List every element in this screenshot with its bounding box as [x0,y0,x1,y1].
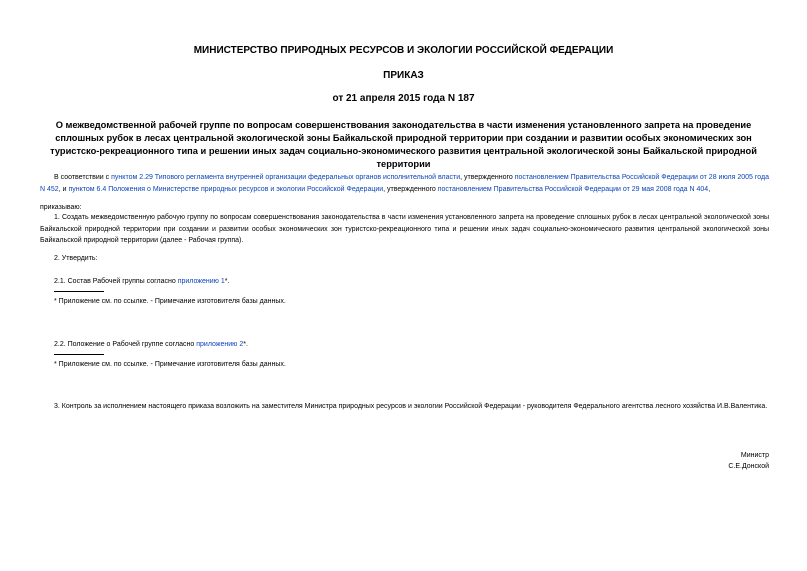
preamble-link-regulation[interactable]: пунктом 2.29 Типового регламента внутренней организации федеральных органов исполнительной власти [111,174,461,181]
footnote-divider [54,291,104,292]
preamble-link-decree-452[interactable]: постановлением Правительства Российской Федерации от 28 июля 2005 года N 452 [40,174,770,193]
footnote-divider [54,354,104,355]
preamble-link-provision[interactable]: пунктом 6.4 Положения о Министерстве природных ресурсов и экологии Российской Федерации [68,185,384,193]
preamble-text-3: , и [58,185,69,193]
item-2-1-tail: *. [224,278,230,285]
preamble-text-1: В соответствии с [54,174,112,181]
preamble-text-4: , утвержденного [383,185,438,193]
preamble-text-2: , утвержденного [460,174,515,181]
order-word: приказываю: [40,204,82,211]
appendix-1-link[interactable]: приложению 1 [177,278,225,285]
footnote-2: * Приложение см. по ссылке. - Примечание изготовителя базы данных. [54,361,286,368]
item-2-2-tail: *. [243,341,248,348]
signature-name: С.Е.Донской [728,463,769,470]
ministry-heading: МИНИСТЕРСТВО ПРИРОДНЫХ РЕСУРСОВ И ЭКОЛОГИИ РОССИЙСКОЙ ФЕДЕРАЦИИ [193,45,614,56]
preamble-paragraph [40,172,769,195]
preamble-link-decree-404[interactable]: постановлением Правительства Российской Федерации от 29 мая 2008 года N 404 [437,185,709,193]
doc-type-heading: ПРИКАЗ [383,70,424,81]
footnote-1: * Приложение см. по ссылке. - Примечание изготовителя базы данных. [54,298,286,305]
item-2-2-paragraph [54,339,248,351]
signature-position: Министр [740,452,769,459]
appendix-2-link[interactable]: приложению 2 [196,341,244,348]
item-2-2-text: 2.2. Положение о Рабочей группе согласно [54,341,197,348]
document-title: О межведомственной рабочей группе по вопросам совершенствования законодательства в части изменения установленного запрета на проведение сплошных рубок в лесах центральной экологической зоны Байкальской природной территории при создании и развитии особых экономических зон туристско-рекреационного типа и решении иных задач социально-экономического развития центральной экологической зоны Байкальской природной территории [50,120,757,169]
item-3-paragraph: 3. Контроль за исполнением настоящего приказа возложить на заместителя Министра природных ресурсов и экологии Российской Федерации - руководителя Федерального агентства лесного хозяйства И.В.Валентика. [54,403,768,410]
item-2-1-text: 2.1. Состав Рабочей группы согласно [54,278,178,285]
item-1-paragraph: 1. Создать межведомственную рабочую группу по вопросам совершенствования законодательства в части изменения установленного запрета на проведение сплошных рубок в лесах центральной экологической зоны Байкальской природной территории при создании и развитии особых экономических зон туристско-рекреационного типа и решении иных задач социально-экономического развития центральной экологической зоны Байкальской природной территории (далее - Рабочая группа). [40,214,769,244]
date-number-heading: от 21 апреля 2015 года N 187 [332,93,475,104]
item-2-paragraph: 2. Утвердить: [54,255,98,262]
item-2-1-paragraph [54,276,229,288]
preamble-text-5: , [708,185,711,193]
